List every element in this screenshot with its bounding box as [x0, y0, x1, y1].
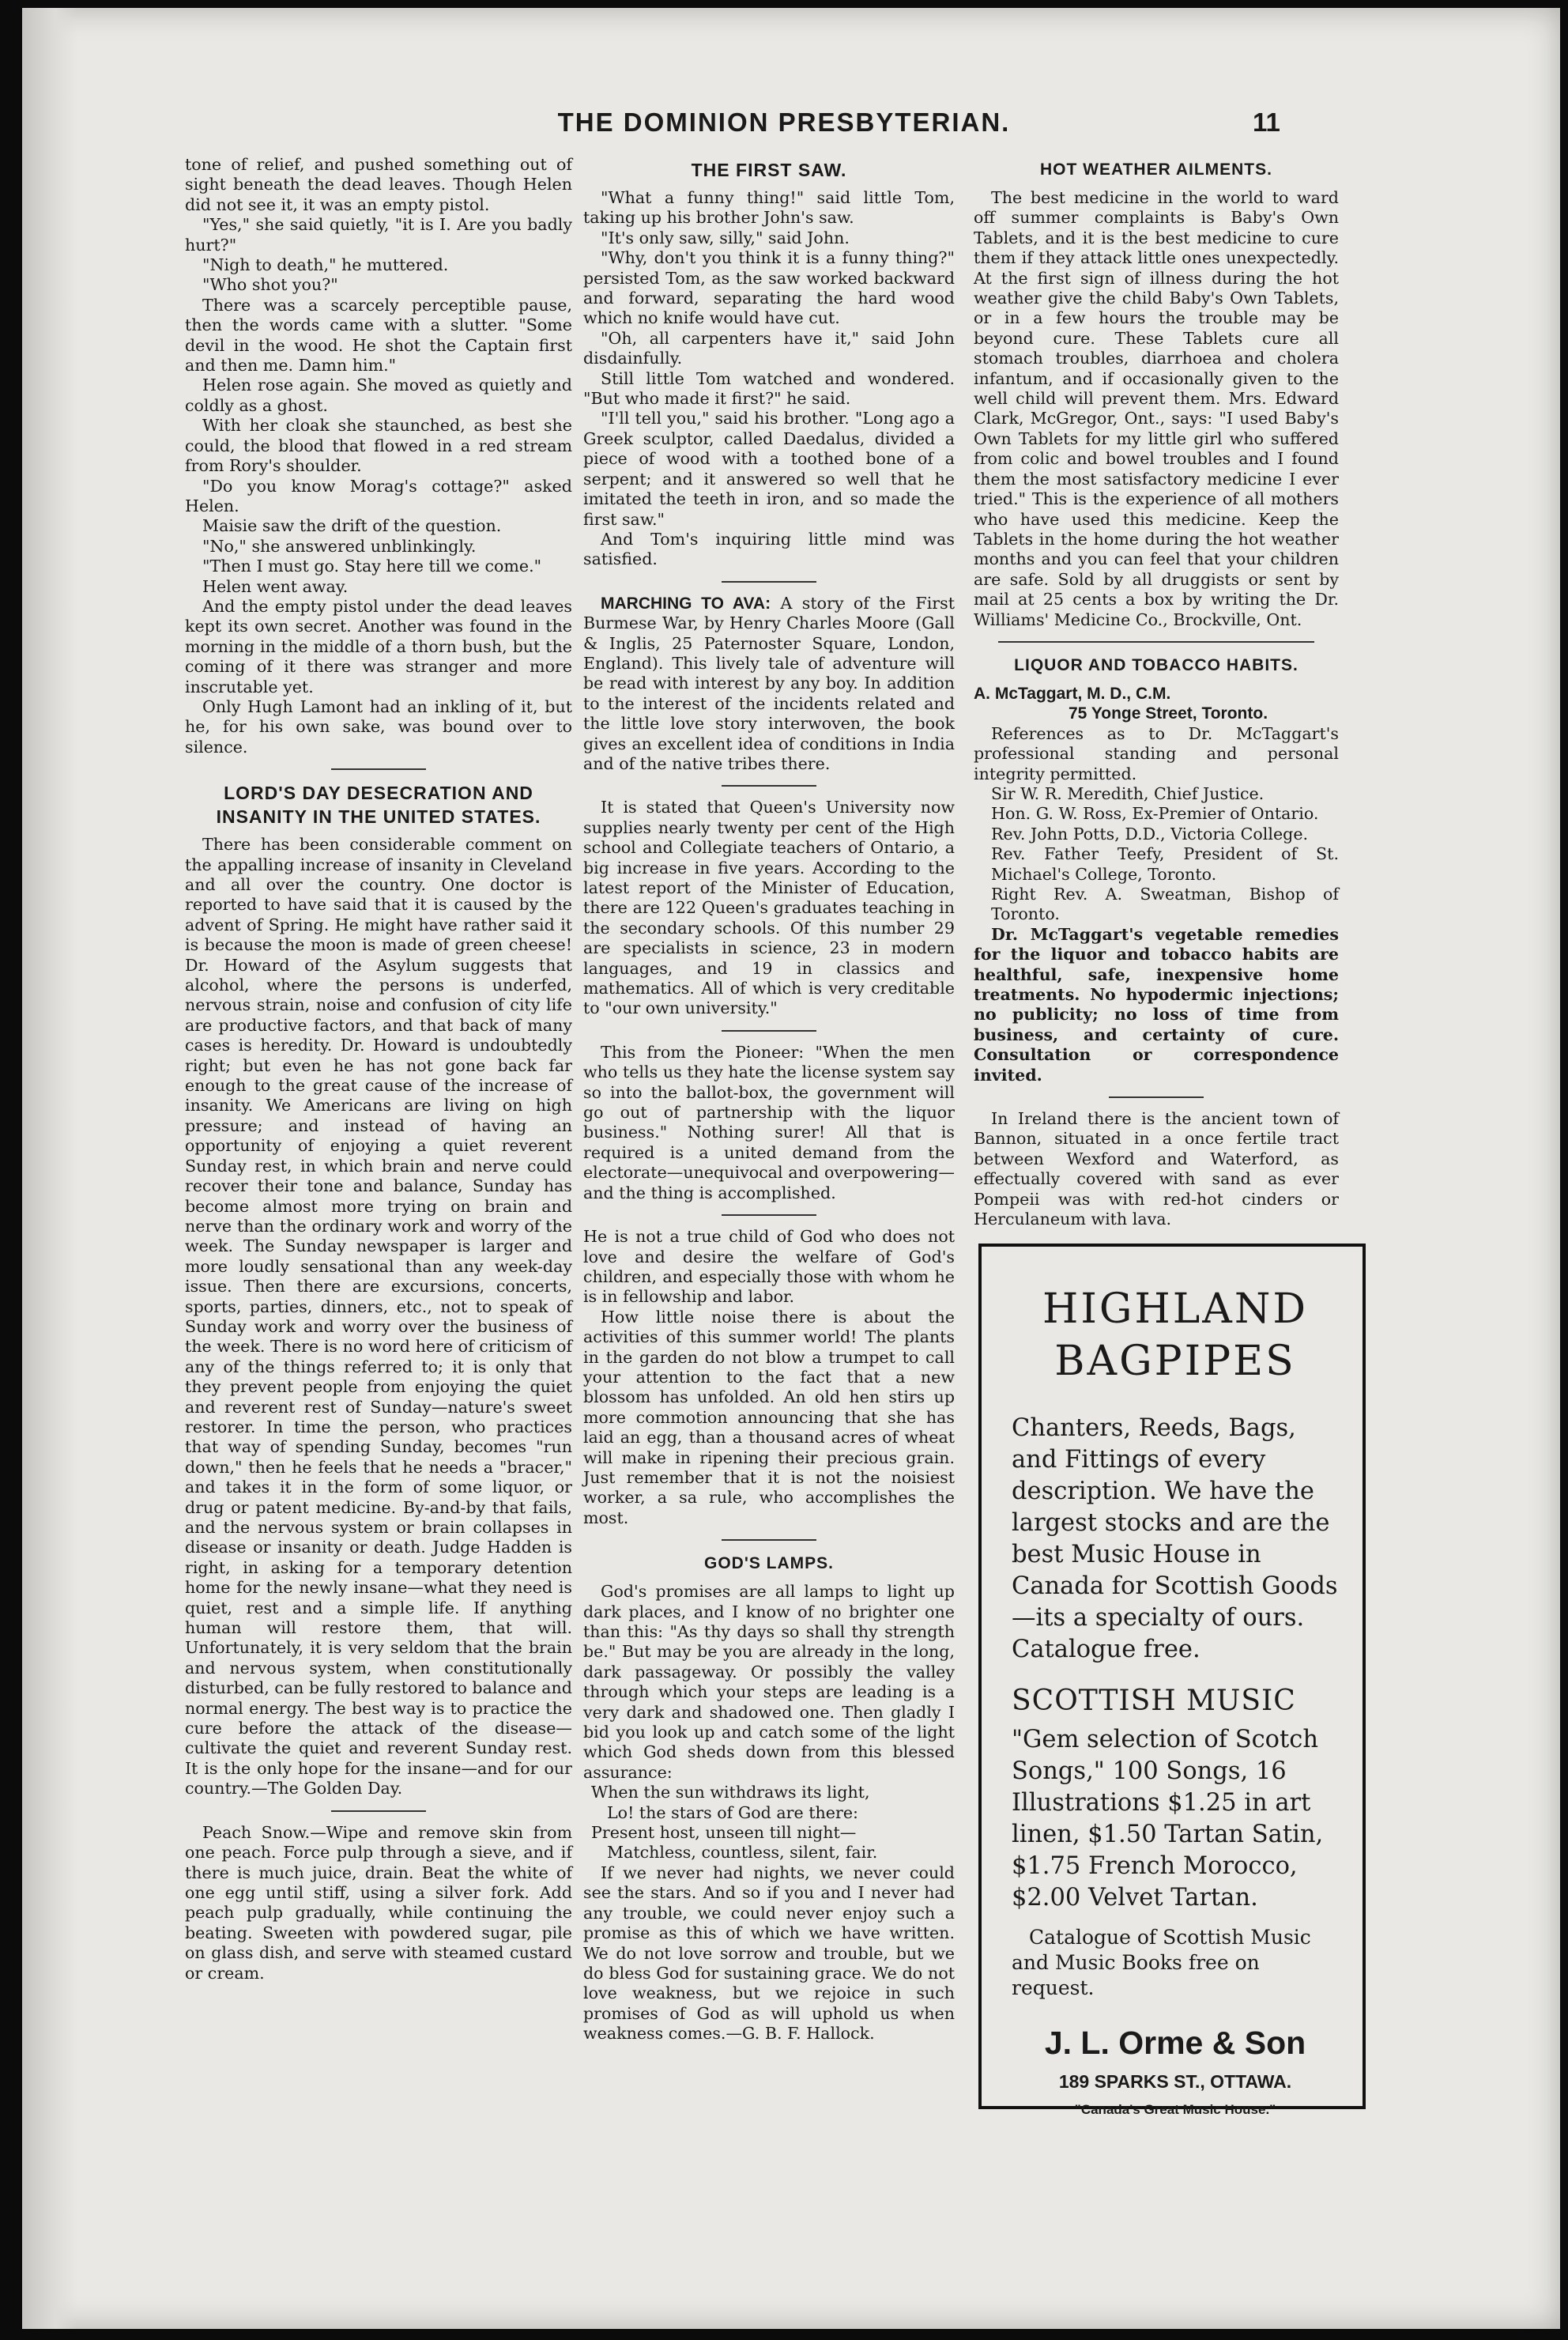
hot-weather-heading: HOT WEATHER AILMENTS. [1040, 160, 1272, 179]
first-saw-paragraph: Still little Tom watched and wondered. "But who made it first?" he said. [583, 368, 955, 409]
section-divider [722, 1214, 816, 1216]
section-divider [722, 785, 816, 787]
ad-heading-line: HIGHLAND [1042, 1285, 1309, 1333]
column-3 [974, 155, 1339, 1230]
first-saw-paragraph: "It's only saw, silly," said John. [601, 228, 850, 247]
section-divider [722, 1539, 816, 1541]
column-1 [185, 155, 572, 1983]
child-of-god-paragraph: He is not a true child of God who does not love and desire the welfare of God's children, and especially those with whom he is in fellowship and labor. [583, 1227, 955, 1307]
story-paragraph: With her cloak she staunched, as best she could, the blood that flowed in a red stream from Rory's shoulder. [185, 416, 572, 476]
section-divider [722, 1030, 816, 1032]
first-saw-paragraph: "Oh, all carpenters have it," said John disdainfully. [583, 328, 955, 368]
story-paragraph: "Then I must go. Stay here till we come." [202, 557, 542, 576]
reference-item: Right Rev. A. Sweatman, Bishop of Toronto. [991, 885, 1339, 924]
ad-firm-name: J. L. Orme & Son [1044, 2025, 1306, 2061]
reference-item: Rev. Father Teefy, President of St. Michael's College, Toronto. [991, 844, 1339, 884]
pioneer-paragraph: This from the Pioneer: "When the men who tells us they hate the license system say so into the ballot-box, the government will go out of partnership with the liquor business." Nothing surer! All that is required is a united demand from the electorate—unequivocal and overpowering—and the thing is accomplished. [583, 1042, 955, 1202]
first-saw-paragraph: "I'll tell you," said his brother. "Long ago a Greek sculptor, called Daedalus, divided a piece of wood with a toothed bone of a serpent; and it answered so well that he imitated the teeth in iron, and so made the first saw." [583, 409, 955, 529]
section-divider [1109, 1096, 1204, 1098]
first-saw-heading: THE FIRST SAW. [691, 160, 847, 180]
doctor-name: A. McTaggart, M. D., C.M. [974, 684, 1171, 703]
first-saw-paragraph: And Tom's inquiring little mind was satisfied. [583, 529, 955, 569]
reference-item: Rev. John Potts, D.D., Victoria College. [991, 824, 1309, 844]
verse-line: Present host, unseen till night— [591, 1823, 857, 1843]
gods-lamps-outro: If we never had nights, we never could see the stars. And so if you and I never had any trouble, we could never enjoy such a promise as this of which we have written. We do not love sorrow and trouble, but we do bless God for sustaining grace. We do not love weakness, but we rejoice in such promises of God as will uphold us when weakness comes.—G. B. F. Hallock. [583, 1863, 955, 2044]
story-paragraph: "Yes," she said quietly, "it is I. Are you badly hurt?" [185, 215, 572, 255]
ava-title: MARCHING TO AVA: [601, 594, 771, 613]
section-divider [331, 1810, 426, 1812]
story-paragraph: Helen went away. [202, 576, 349, 596]
ad-subheading: SCOTTISH MUSIC [1012, 1685, 1296, 1717]
ad-slogan: "Canada's Great Music House." [1074, 2102, 1276, 2117]
page-number: 11 [1253, 108, 1280, 137]
section-divider [722, 581, 816, 583]
ava-review [583, 594, 955, 775]
queens-paragraph: It is stated that Queen's University now supplies nearly twenty per cent of the High school and Collegiate teachers of Ontario, a big increase in five years. According to the latest report of the Minister of Education, there are 122 Queen's graduates teaching in the secondary schools. Of this number 29 are specialists in science, 23 in modern languages, and 19 in classics and mathematics. All of which is very creditable to "our own university." [583, 798, 955, 1018]
story-paragraph: Helen rose again. She moved as quietly and coldly as a ghost. [185, 376, 572, 415]
reference-item: Sir W. R. Meredith, Chief Justice. [991, 783, 1265, 803]
verse-line: When the sun withdraws its light, [591, 1783, 870, 1802]
story-paragraph: "Who shot you?" [202, 275, 338, 295]
reference-item: Hon. G. W. Ross, Ex-Premier of Ontario. [991, 804, 1319, 824]
ad-heading-line: BAGPIPES [1054, 1338, 1296, 1385]
gods-lamps-intro: God's promises are all lamps to light up dark places, and I know of no brighter one than this: "As thy days so shall thy strength be." But may be you are already in the long, dark passageway. Or possibly the valley through which your steps are leading is a very dark and shadowed one. Then gladly I bid you look up and catch some of the light which God sheds down from this blessed assurance: [583, 1582, 955, 1782]
ad-body-text: Chanters, Reeds, Bags, and Fittings of every description. We have the largest stocks and are the best Music House in Canada for Scottish Goods—its a specialty of ours. Catalogue free. [1012, 1414, 1338, 1663]
story-paragraph: "No," she answered unblinkingly. [202, 536, 477, 556]
page-gutter-shadow [22, 8, 77, 2329]
ava-review-text: A story of the First Burmese War, by Henry Charles Moore (Gall & Inglis, 25 Paternoster Square, London, England). This lively tale of adventure will be read with interest by any boy. In addition to the interest of the incidents related and the little love story interwoven, the book gives an excellent idea of conditions in India and of the native tribes there. [583, 593, 955, 773]
story-paragraph: There was a scarcely perceptible pause, then the words came with a slutter. "Some devil in the wood. He shot the Captain first and then me. Damn him." [185, 295, 572, 376]
ad-heading [1012, 1283, 1339, 1387]
hot-weather-article: The best medicine in the world to ward off summer complaints is Baby's Own Tablets, and it is the best medicine to cure them if they attack little ones unexpectedly. At the first sign of illness during the hot weather give the child Baby's Own Tablets, or in a few hours the trouble may be beyond cure. These Tablets cure all stomach troubles, diarrhoea and cholera infantum, and if occasionally given to the well child will prevent them. Mrs. Edward Clark, McGregor, Ont., says: "I used Baby's Own Tablets for my little girl who suffered from colic and bowel troubles and I found them the most satisfactory medicine I ever tried." This is the experience of all mothers who have used this medicine. Keep the Tablets in the home during the hot weather months and you can feel that your children are safe. Sold by all druggists or sent by mail at 25 cents a box by writing the Dr. Williams' Medicine Co., Brockville, Ont. [974, 188, 1339, 629]
running-head: THE DOMINION PRESBYTERIAN. [557, 108, 1011, 137]
references-intro: References as to Dr. McTaggart's professional standing and personal integrity permitted. [974, 723, 1339, 783]
story-paragraph: tone of relief, and pushed something out of sight beneath the dead leaves. Though Helen did not see it, it was an empty pistol. [185, 155, 572, 214]
peach-snow-recipe: Peach Snow.—Wipe and remove skin from one peach. Force pulp through a sieve, and if there is much juice, drain. Beat the white of one egg until stiff, using a silver fork. Add peach pulp gradually, while continuing the beating. Sweeten with powdered sugar, pile on glass dish, and serve with steamed custard or cream. [185, 1822, 572, 1983]
first-saw-paragraph: "Why, don't you think it is a funny thing?" persisted Tom, as the saw worked backward and forward, separating the hard wood which no knife would have cut. [583, 248, 955, 328]
ad-music-text: "Gem selection of Scotch Songs," 100 Songs, 16 Illustrations $1.25 in art linen, $1.50 Tartan Satin, $1.75 French Morocco, $2.00 Velvet Tartan. [1012, 1726, 1324, 1912]
doctor-address: 75 Yonge Street, Toronto. [1069, 704, 1268, 723]
bagpipes-advertisement [978, 1244, 1366, 2117]
verse-line: Lo! the stars of God are there: [607, 1802, 858, 1822]
lords-day-heading: LORD'S DAY DESECRATION AND INSANITY IN THE UNITED STATES. [216, 783, 541, 828]
liquor-remedies-text: Dr. McTaggart's vegetable remedies for the liquor and tobacco habits are healthful, safe, inexpensive home treatments. No hypodermic injections; no publicity; no loss of time from business, and certainty of cure. Consultation or correspondence invited. [974, 924, 1339, 1085]
section-divider [998, 641, 1314, 643]
story-paragraph: Only Hugh Lamont had an inkling of it, but he, for his own sake, was bound over to silence. [185, 696, 572, 757]
verse-line: Matchless, countless, silent, fair. [607, 1843, 878, 1863]
story-paragraph: "Nigh to death," he muttered. [202, 255, 449, 275]
first-saw-paragraph: "What a funny thing!" said little Tom, taking up his brother John's saw. [583, 188, 955, 228]
ireland-paragraph: In Ireland there is the ancient town of Bannon, situated in a once fertile tract between Wexford and Waterford, as effectually covered with sand as ever Pompeii was with red-hot cinders or Herculaneum with lava. [974, 1109, 1339, 1229]
references-list [974, 784, 1339, 925]
section-divider [331, 768, 426, 770]
ad-catalogue-text: Catalogue of Scottish Music and Music Books free on request. [1012, 1926, 1311, 1999]
story-paragraph: "Do you know Morag's cottage?" asked Helen. [185, 476, 572, 515]
lords-day-article: There has been considerable comment on the appalling increase of insanity in Cleveland and all over the country. One doctor is reported to have said that it is caused by the advent of Spring. He might have rather said it is because the moon is made of green cheese! Dr. Howard of the Asylum suggests that alcohol, where the persons is underfed, nervous strain, noise and confusion of city life are productive factors, and that back of many cases is heredity. Dr. Howard is undoubtedly right; but even he has not gone back far enough to the great cause of the increase of insanity. We Americans are living on high pressure; and instead of having an opportunity of enjoying a quiet reverent Sunday rest, in which brain and nerve could recover their tone and balance, Sunday has become almost more trying on brain and nerve than the ordinary work and worry of the week. The Sunday newspaper is larger and more loudly sensational than any week-day issue. Then there are excursions, concerts, sports, parties, dinners, etc., not to speak of Sunday work and worry over the business of the week. There is no word here of criticism of any of the things referred to; it is only that they prevent people from enjoying the quiet and reverent rest of Sunday—nature's sweet restorer. In time the person, who practices that way of spending Sunday, becomes "run down," then he feels that he needs a "bracer," and takes it in the form of some liquor, or drug or patent medicine. By-and-by that fails, and the nervous system or brain collapses in disease or insanity or death. Judge Hadden is right, in asking for a temporary detention home for the newly insane—what they need is quiet, rest and a simple life. If anything human will restore them, that will. Unfortunately, it is very seldom that the brain and nervous system, when constitutionally disturbed, can be fully restored to balance and normal energy. The best way is to practice the cure before the attack of the disease—cultivate the quiet and reverent Sunday rest. It is the only hope for the insane—and for our country.—The Golden Day. [185, 835, 572, 1798]
little-noise-paragraph: How little noise there is about the activities of this summer world! The plants in the garden do not blow a trumpet to call your attention to the fact that a new blossom has unfolded. An old hen stirs up more commotion announcing that she has laid an egg, than a thousand acres of wheat will make in ripening their precious grain. Just remember that it is not the noisiest worker, a sa rule, who accomplishes the most. [583, 1307, 955, 1527]
story-paragraph: Maisie saw the drift of the question. [202, 516, 502, 536]
gods-lamps-heading: GOD'S LAMPS. [703, 1554, 834, 1573]
ad-address: 189 SPARKS ST., OTTAWA. [1058, 2071, 1292, 2092]
story-paragraph: And the empty pistol under the dead leaves kept its own secret. Another was found in the morning in the middle of a thorn bush, but the coming of it there was stranger and more inscrutable yet. [185, 596, 572, 696]
liquor-heading: LIQUOR AND TOBACCO HABITS. [1014, 655, 1298, 674]
column-2 [583, 155, 955, 2044]
